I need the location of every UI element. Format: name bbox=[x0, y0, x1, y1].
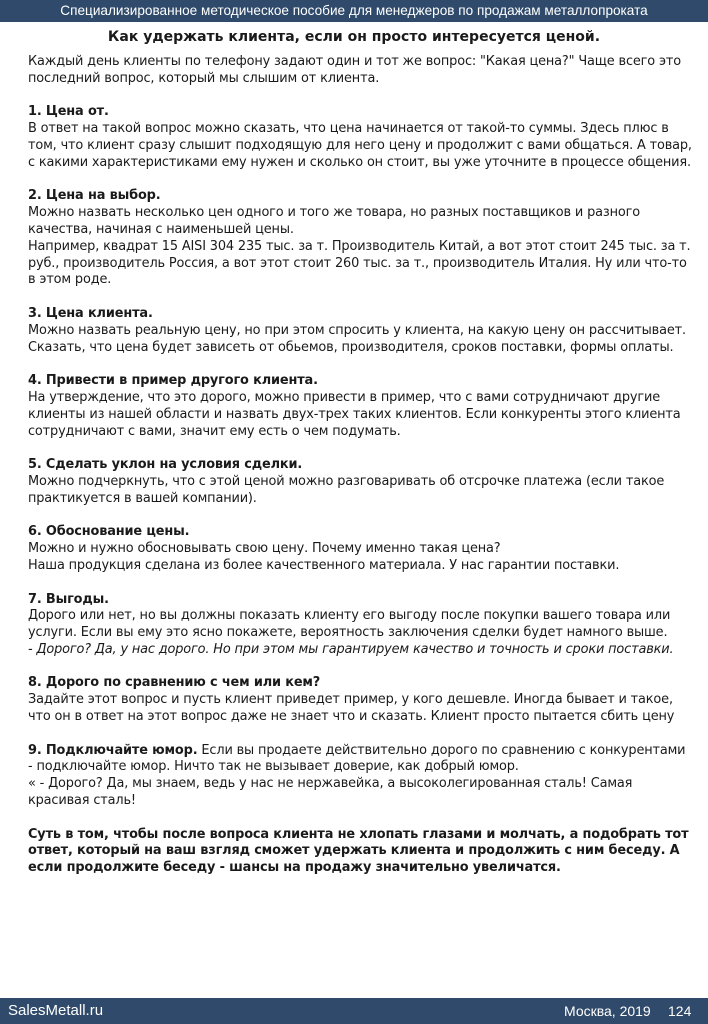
section-6-text-2: Наша продукция сделана из более качественного материала. У нас гарантии поставки. bbox=[28, 557, 620, 573]
section-7-heading: 7. Выгоды. bbox=[28, 591, 109, 607]
section-9-heading: 9. Подключайте юмор. bbox=[28, 742, 198, 758]
section-4-text: На утверждение, что это дорого, можно привести в пример, что с вами сотрудничают другие клиенты из нашей области и назвать двух-трех таких клиентов. Если конкуренты этого клиента сотрудничают с вами, значит ему есть о чем подумать. bbox=[28, 389, 681, 439]
article-body bbox=[28, 54, 692, 877]
section-9-quote: « - Дорого? Да, мы знаем, ведь у нас не нержавейка, а высоколегированная сталь! Самая красивая сталь! bbox=[28, 776, 633, 809]
section-8-text: Задайте этот вопрос и пусть клиент приведет пример, у кого дешевле. Иногда бывает и такое, что он в ответ на этот вопрос даже не знает что и сказать. Клиент просто пытается сбить цену bbox=[28, 692, 675, 725]
section-7-text: Дорого или нет, но вы должны показать клиенту его выгоду после покупки вашего товара или услуги. Если вы ему это ясно покажете, вероятность заключения сделки будет намного выше. bbox=[28, 608, 671, 641]
section-2-heading: 2. Цена на выбор. bbox=[28, 188, 161, 204]
footer-site: SalesMetall.ru bbox=[8, 1002, 104, 1019]
section-7-quote: - Дорого? Да, у нас дорого. Но при этом мы гарантируем качество и точность и сроки поставки. bbox=[28, 641, 674, 657]
section-9-text: Если вы продаете действительно дорого по сравнению с конкурентами - подключайте юмор. Ничто так не вызывает доверие, как добрый юмор. bbox=[28, 742, 686, 775]
page-title: Как удержать клиента, если он просто интересуется ценой. bbox=[107, 29, 601, 45]
section-8-heading: 8. Дорого по сравнению с чем или кем? bbox=[28, 675, 321, 691]
section-6-heading: 6. Обоснование цены. bbox=[28, 524, 190, 540]
section-3-heading: 3. Цена клиента. bbox=[28, 305, 153, 321]
header-bar bbox=[0, 0, 708, 22]
page-number: 124 bbox=[668, 1003, 692, 1019]
section-1-heading: 1. Цена от. bbox=[28, 104, 109, 120]
section-2-example: Например, квадрат 15 AISI 304 235 тыс. за т. Производитель Китай, а вот этот стоит 245 тыс. за т. руб., производитель Россия, а вот этот стоит 260 тыс. за т., производитель Италия. Ну или что-то в этом роде. bbox=[28, 238, 691, 288]
section-4-heading: 4. Привести в пример другого клиента. bbox=[28, 373, 318, 389]
section-5-text: Можно подчеркнуть, что с этой ценой можно разговаривать об отсрочке платежа (если такое практикуется в вашей компании). bbox=[28, 473, 665, 506]
section-2-text: Можно назвать несколько цен одного и того же товара, но разных поставщиков и разного качества, начиная с наименьшей цены. bbox=[28, 205, 640, 237]
footer-bar bbox=[0, 998, 708, 1024]
section-9-paragraph bbox=[28, 743, 692, 777]
footer-city-year: Москва, 2019 bbox=[564, 1003, 651, 1019]
section-1-text: В ответ на такой вопрос можно сказать, что цена начинается от такой-то суммы. Здесь плюс в том, что клиент сразу слышит подходящую для него цену и продолжит с вами общаться. А товар, с какими характеристиками ему нужен и сколько он стоит, вы уже уточните в процессе общения. bbox=[28, 121, 692, 170]
header-text: Специализированное методическое пособие для менеджеров по продажам металлопроката bbox=[60, 3, 648, 18]
section-3-text: Можно назвать реальную цену, но при этом спросить у клиента, на какую цену он рассчитывает. Сказать, что цена будет зависеть от обьемов, производителя, сроков поставки, формы оплаты. bbox=[28, 322, 686, 355]
intro-paragraph: Каждый день клиенты по телефону задают один и тот же вопрос: "Какая цена?" Чаще всего это последний вопрос, который мы слышим от клиента. bbox=[28, 54, 681, 86]
section-5-heading: 5. Сделать уклон на условия сделки. bbox=[28, 457, 303, 473]
conclusion: Суть в том, чтобы после вопроса клиента не хлопать глазами и молчать, а подобрать тот ответ, который на ваш взгляд сможет удержать клиента и продолжить с ним беседу. А если продолжите беседу - шансы на продажу значительно увеличатся. bbox=[28, 826, 689, 876]
section-6-text: Можно и нужно обосновывать свою цену. Почему именно такая цена? bbox=[28, 541, 501, 557]
